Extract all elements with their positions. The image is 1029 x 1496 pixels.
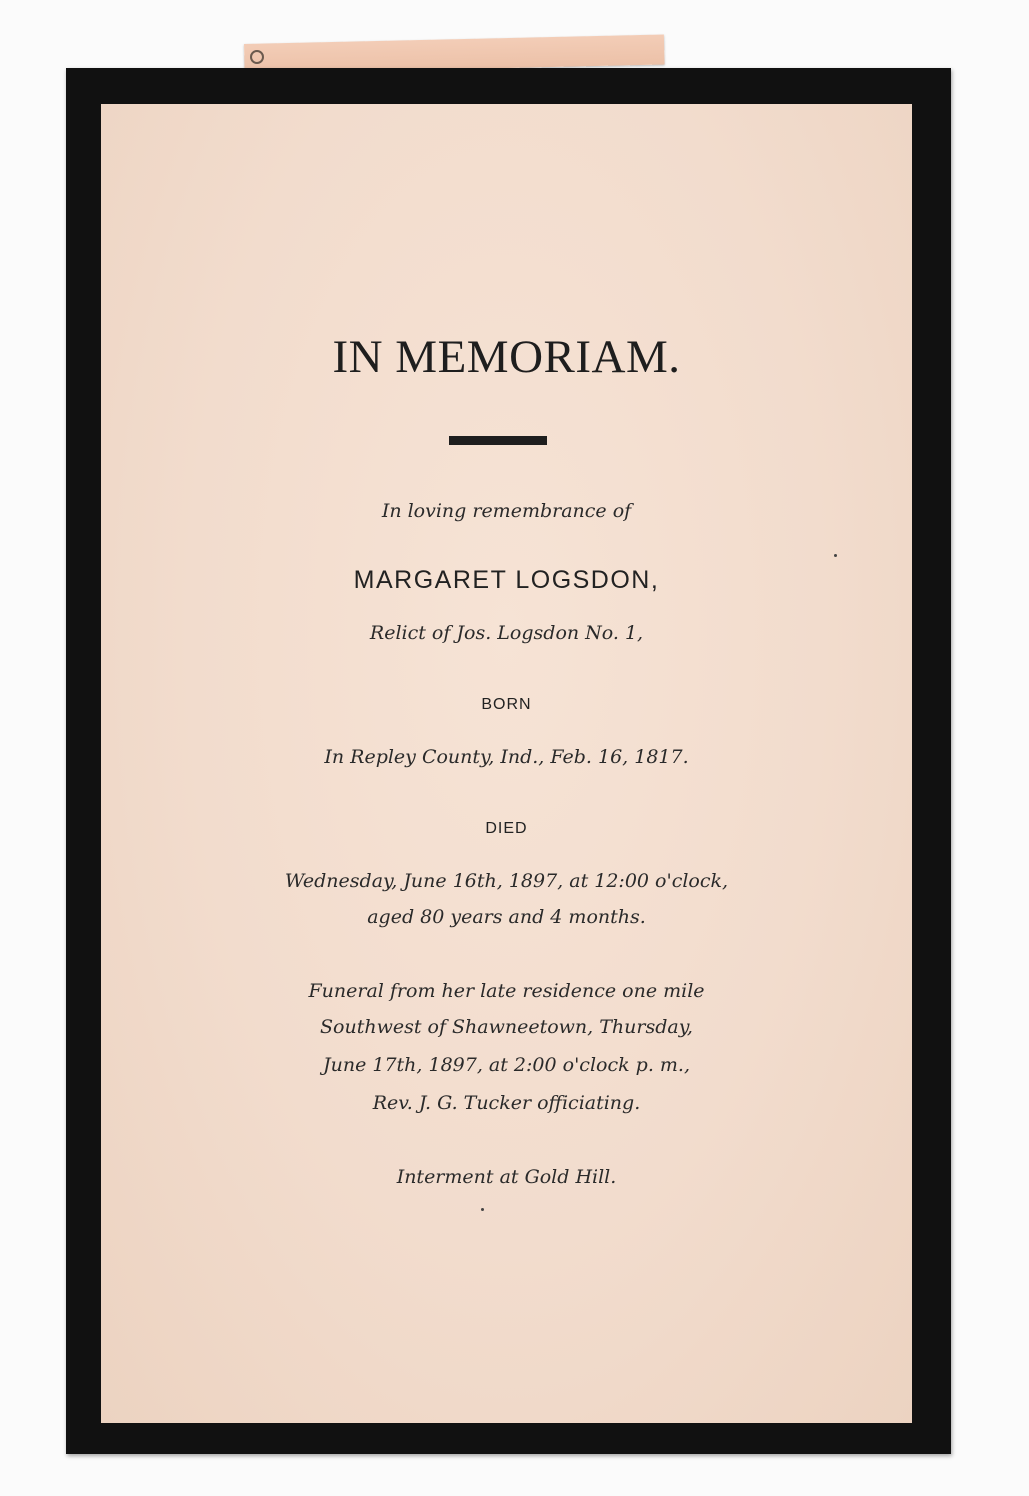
paper-speck (834, 554, 837, 557)
deceased-name: MARGARET LOGSDON, (353, 566, 660, 594)
funeral-line: Southwest of Shawneetown, Thursday, (320, 1016, 693, 1038)
title-divider (449, 436, 547, 445)
memorial-card-paper (101, 104, 912, 1423)
paper-speck (481, 1208, 484, 1211)
funeral-line: June 17th, 1897, at 2:00 o'clock p. m., (323, 1054, 690, 1076)
born-text: In Repley County, Ind., Feb. 16, 1817. (324, 746, 689, 768)
died-heading: DIED (485, 820, 528, 837)
died-line: Wednesday, June 16th, 1897, at 12:00 o'clock, (284, 870, 729, 892)
interment-line: Interment at Gold Hill. (396, 1166, 617, 1188)
born-heading: BORN (481, 696, 532, 713)
intro-line: In loving remembrance of (381, 500, 632, 522)
funeral-line: Funeral from her late residence one mile (308, 980, 705, 1002)
tab-ring-icon (250, 50, 264, 64)
died-line: aged 80 years and 4 months. (367, 906, 646, 928)
card-title: IN MEMORIAM. (332, 331, 681, 383)
relation-line: Relict of Jos. Logsdon No. 1, (369, 622, 644, 644)
funeral-line: Rev. J. G. Tucker officiating. (372, 1092, 641, 1114)
